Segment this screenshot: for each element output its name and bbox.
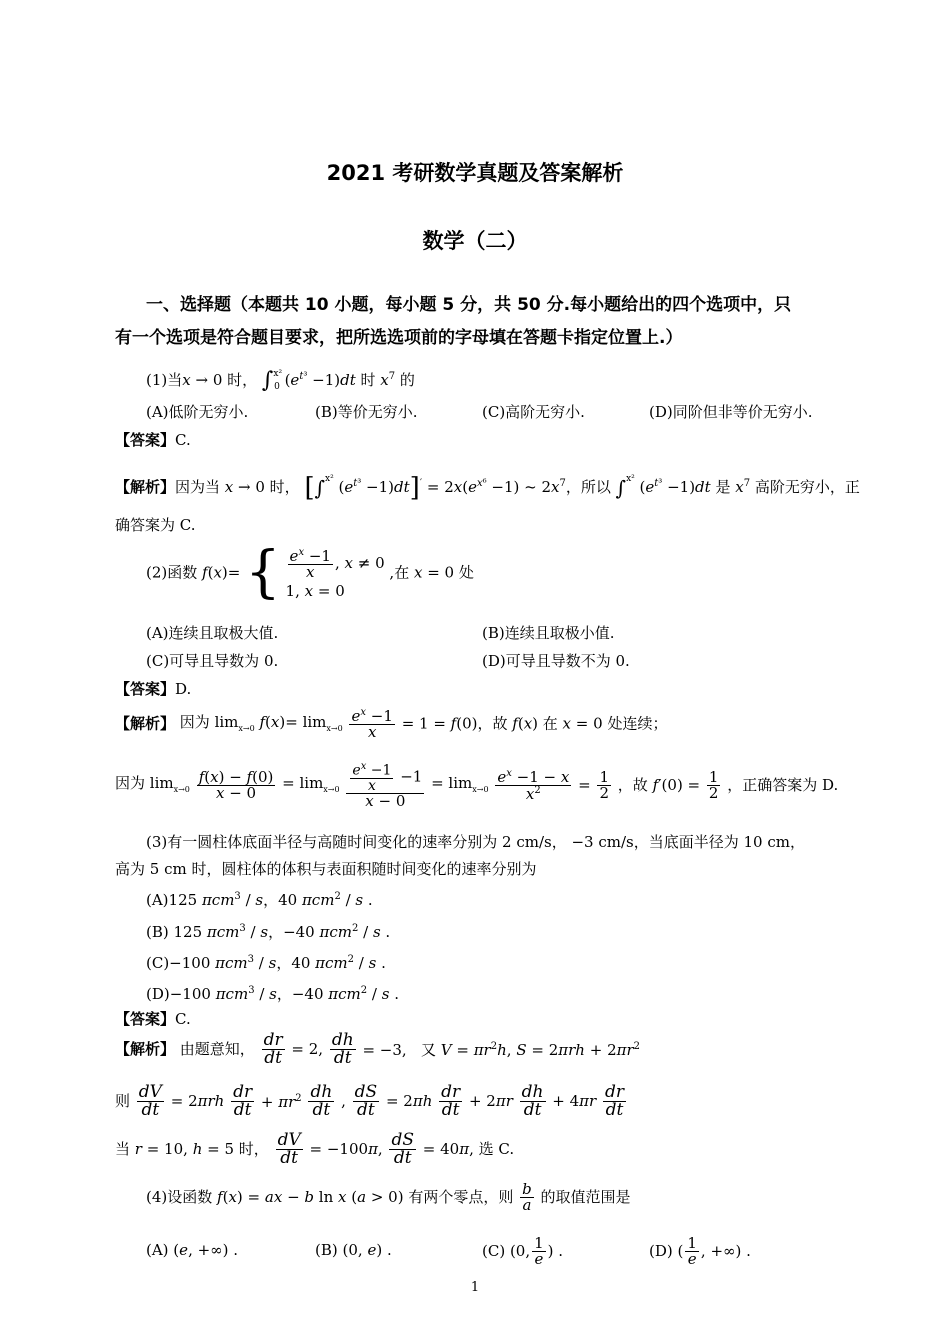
q1-option-a: (A)低阶无穷小. — [146, 403, 249, 421]
q2-analysis-1: 【解析】 因为 $\lim_{x\to 0} f(x)= \lim_{x\to 0}$ $\frac{e^x -1}{x}$ = 1 = f(0)，故 f(x) 在 x = 0 处连续； — [115, 707, 668, 741]
q3-option-a: (A)125 πcm$^3$ / s，40 πcm$^2$ / s . — [146, 891, 373, 909]
page-title: 2021 考研数学真题及答案解析 — [326, 161, 624, 185]
q4-option-b: (B) (0, e) . — [315, 1241, 392, 1259]
section-heading-line1: 一、选择题（本题共 10 小题，每小题 5 分，共 50 分.每小题给出的四个选项中，只 — [146, 295, 792, 315]
q2-stem: (2)函数 f(x)= { $\frac{e^x -1}{x}$ , x ≠ 0 1, x = 0 ,在 x = 0 处 — [146, 540, 474, 605]
q3-option-d: (D)−100 πcm$^3$ / s，−40 πcm$^2$ / s . — [146, 985, 399, 1003]
q1-option-c: (C)高阶无穷小. — [482, 403, 585, 421]
q3-analysis-1: 【解析】 由题意知， $\frac{dr}{dt}$ = 2, $\frac{dh}{dt}$ = −3, 又 $V = \pi r^2h$, $S = 2\pi rh + 2\pi r^2$ — [115, 1030, 641, 1068]
q2-option-b: (B)连续且取极小值. — [482, 624, 615, 642]
q4-option-a: (A) (e, +∞) . — [146, 1241, 239, 1259]
page-number: 1 — [470, 1280, 480, 1295]
q3-option-c: (C)−100 πcm$^3$ / s，40 πcm$^2$ / s . — [146, 954, 386, 972]
q3-analysis-2: 则 $\frac{dV}{dt}$ = 2πrh $\frac{dr}{dt}$ + $\pi r^2$ $\frac{dh}{dt}$ , $\frac{dS}{dt}$ = 2πh $\frac{dr}{dt}$ + 2πr $\frac{dh}{dt}$ + 4πr $\frac{dr}{dt}$ — [115, 1082, 624, 1120]
q1-answer: 【答案】C. — [115, 431, 191, 449]
q4-stem: (4)设函数 f(x) = ax − b ln x (a > 0) 有两个零点，则 $\frac{b}{a}$ 的取值范围是 — [146, 1180, 631, 1214]
q2-option-a: (A)连续且取极大值. — [146, 624, 279, 642]
q1-analysis-cont: 确答案为 C. — [115, 516, 196, 534]
q1-option-b: (B)等价无穷小. — [315, 403, 418, 421]
q3-answer: 【答案】C. — [115, 1010, 191, 1028]
q2-option-d: (D)可导且导数不为 0. — [482, 652, 630, 670]
q1-option-d: (D)同阶但非等价无穷小. — [649, 403, 813, 421]
q4-option-d: (D) ( $\frac{1}{e}$ , +∞) . — [649, 1234, 751, 1268]
q1-stem: (1)当x → 0 时， ∫$^{x^2}$0 $(e^{t^3} -1)dt$ 时 $x^7$ 的 — [146, 368, 415, 393]
q3-option-b: (B) 125 πcm$^3$ / s，−40 πcm$^2$ / s . — [146, 923, 391, 941]
q3-analysis-3: 当 r = 10, h = 5 时， $\frac{dV}{dt}$ = −100π, $\frac{dS}{dt}$ = 40π, 选 C. — [115, 1130, 515, 1168]
q2-option-c: (C)可导且导数为 0. — [146, 652, 279, 670]
section-heading-line2: 有一个选项是符合题目要求，把所选选项前的字母填在答题卡指定位置上.） — [115, 328, 683, 348]
q2-analysis-2: 因为 $\lim_{x\to 0}$ $\frac{f(x) - f(0)}{x - 0}$ = $\lim_{x\to 0}$ $\frac{e^x -1}{x}$ −1 x − 0 = $\lim_{x\to 0}$ $\frac{e^x -1 - x}{x^2}$ = $\frac{1}{2}$ ，故 f′(0) = $\frac{1}{2}$ ，正确答案为 D. — [115, 761, 839, 810]
q4-option-c: (C) (0, $\frac{1}{e}$ ) . — [482, 1234, 564, 1268]
q1-analysis: 【解析】因为当 x → 0 时， [∫$^{x^2}$ $(e^{t^3} -1)dt]' = 2x(e^{x^6} -1)$ ~ $2x^7$，所以 ∫$^{x^2}$ $(e^{t^3} -1)dt$ 是 $x^7$ 高阶无穷小，正 — [115, 473, 860, 503]
q3-stem-line2: 高为 5 cm 时，圆柱体的体积与表面积随时间变化的速率分别为 — [115, 860, 537, 878]
q2-answer: 【答案】D. — [115, 680, 192, 698]
q3-stem-line1: (3)有一圆柱体底面半径与高随时间变化的速率分别为 2 cm/s， −3 cm/s，当底面半径为 10 cm， — [146, 833, 805, 851]
page-subtitle: 数学（二） — [422, 229, 528, 253]
